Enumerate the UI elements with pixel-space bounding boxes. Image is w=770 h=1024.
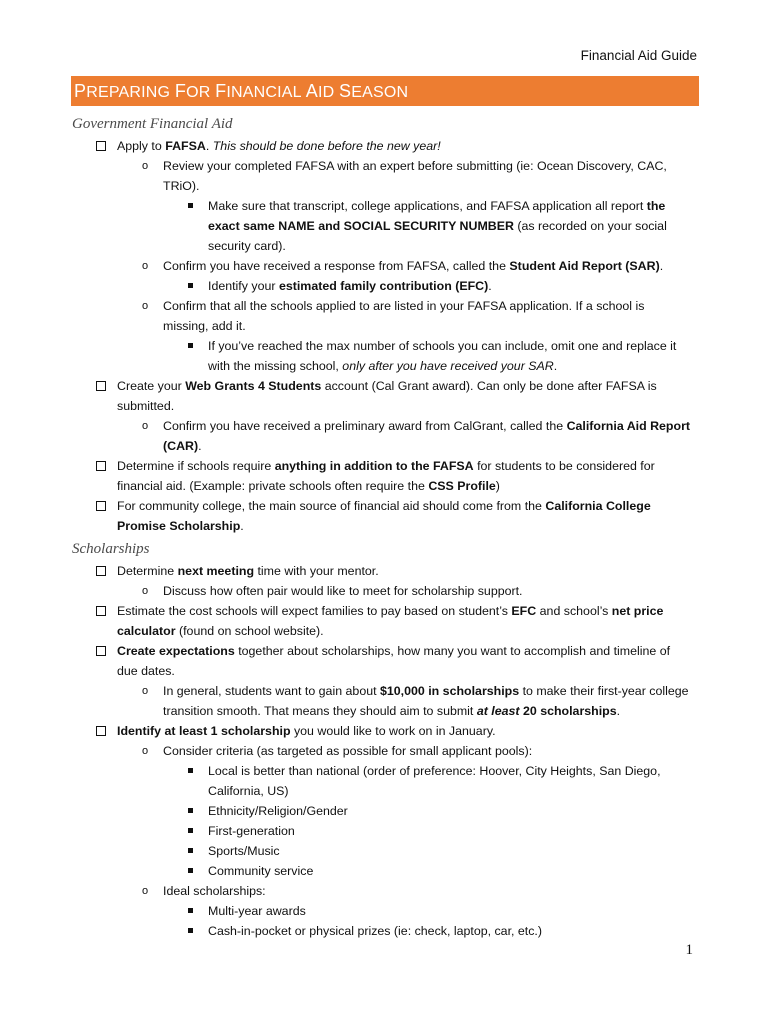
section-banner	[71, 76, 699, 106]
square-bullet-icon	[188, 908, 193, 913]
checkbox-icon	[96, 501, 106, 511]
list-item-text: Make sure that transcript, college applications, and FAFSA application all report the	[208, 199, 666, 213]
square-bullet-icon	[188, 283, 193, 288]
list-item-text: For community college, the main source of financial aid should come from the California College	[117, 499, 651, 513]
list-item-text: Promise Scholarship.	[117, 519, 244, 533]
list-item-text: Determine next meeting time with your mentor.	[117, 564, 379, 578]
circle-bullet-icon: o	[142, 300, 149, 312]
list-item-text: Create expectations together about scholarships, how many you want to accomplish and timeline of	[117, 644, 671, 658]
page-number: 1	[685, 942, 693, 958]
circle-bullet-icon: o	[142, 420, 149, 432]
list-item-text: transition smooth. That means they should aim to submit at least 20 scholarships.	[163, 704, 621, 718]
square-bullet-icon	[188, 868, 193, 873]
list-item-text: Confirm you have received a preliminary award from CalGrant, called the California Aid Report	[163, 419, 691, 433]
circle-bullet-icon: o	[142, 585, 149, 597]
list-item-text: Local is better than national (order of preference: Hoover, City Heights, San Diego,	[208, 764, 661, 778]
list-item-text: Apply to FAFSA. This should be done before the new year!	[117, 139, 441, 153]
list-item-text: Estimate the cost schools will expect families to pay based on student’s EFC and school’s net price	[117, 604, 664, 618]
list-item-text: California, US)	[208, 784, 289, 798]
square-bullet-icon	[188, 928, 193, 933]
list-item-text: security card).	[208, 239, 286, 253]
list-item-text: Confirm you have received a response from FAFSA, called the Student Aid Report (SAR).	[163, 259, 664, 273]
list-item-text: due dates.	[117, 664, 175, 678]
circle-bullet-icon: o	[142, 260, 149, 272]
list-item-text: Determine if schools require anything in addition to the FAFSA for students to be considered for	[117, 459, 655, 473]
list-item-text: Discuss how often pair would like to meet for scholarship support.	[163, 584, 523, 598]
list-item-text: If you’ve reached the max number of schools you can include, omit one and replace it	[208, 339, 677, 353]
list-item-text: calculator (found on school website).	[117, 624, 324, 638]
page-header: Financial Aid Guide	[580, 48, 697, 63]
list-item-text: Cash-in-pocket or physical prizes (ie: check, laptop, car, etc.)	[208, 924, 542, 938]
list-item-text: Identify at least 1 scholarship you would like to work on in January.	[117, 724, 496, 738]
square-bullet-icon	[188, 808, 193, 813]
list-item-text: Consider criteria (as targeted as possible for small applicant pools):	[163, 744, 533, 758]
square-bullet-icon	[188, 768, 193, 773]
checkbox-icon	[96, 566, 106, 576]
list-item-text: submitted.	[117, 399, 175, 413]
section-title-government: Government Financial Aid	[72, 116, 233, 132]
circle-bullet-icon: o	[142, 160, 149, 172]
square-bullet-icon	[188, 203, 193, 208]
list-item-text: financial aid. (Example: private schools often require the CSS Profile)	[117, 479, 500, 493]
checkbox-icon	[96, 726, 106, 736]
section-title-scholarships: Scholarships	[72, 541, 150, 557]
list-item-text: Create your Web Grants 4 Students account (Cal Grant award). Can only be done after FAFSA is	[117, 379, 657, 393]
list-item-text: Ethnicity/Religion/Gender	[208, 804, 348, 818]
list-item-text: Confirm that all the schools applied to are listed in your FAFSA application. If a school is	[163, 299, 645, 313]
checkbox-icon	[96, 606, 106, 616]
circle-bullet-icon: o	[142, 885, 149, 897]
checkbox-icon	[96, 381, 106, 391]
list-item-text: Review your completed FAFSA with an expert before submitting (ie: Ocean Discovery, CAC,	[163, 159, 667, 173]
checkbox-icon	[96, 646, 106, 656]
circle-bullet-icon: o	[142, 745, 149, 757]
list-item-text: missing, add it.	[163, 319, 246, 333]
list-item-text: exact same NAME and SOCIAL SECURITY NUMBER (as recorded on your social	[208, 219, 667, 233]
list-item-text: In general, students want to gain about $10,000 in scholarships to make their first-year college	[163, 684, 689, 698]
list-item-text: Community service	[208, 864, 314, 878]
list-item-text: Ideal scholarships:	[163, 884, 266, 898]
checkbox-icon	[96, 141, 106, 151]
square-bullet-icon	[188, 343, 193, 348]
square-bullet-icon	[188, 848, 193, 853]
banner-title: PREPARING FOR FINANCIAL AID SEASON	[74, 81, 409, 101]
list-item-text: First-generation	[208, 824, 295, 838]
list-item-text: (CAR).	[163, 439, 202, 453]
circle-bullet-icon: o	[142, 685, 149, 697]
list-item-text: TRiO).	[163, 179, 200, 193]
list-item-text: Identify your estimated family contribution (EFC).	[208, 279, 492, 293]
list-item-text: Sports/Music	[208, 844, 280, 858]
list-item-text: Multi-year awards	[208, 904, 306, 918]
square-bullet-icon	[188, 828, 193, 833]
checkbox-icon	[96, 461, 106, 471]
list-item-text: with the missing school, only after you have received your SAR.	[208, 359, 558, 373]
